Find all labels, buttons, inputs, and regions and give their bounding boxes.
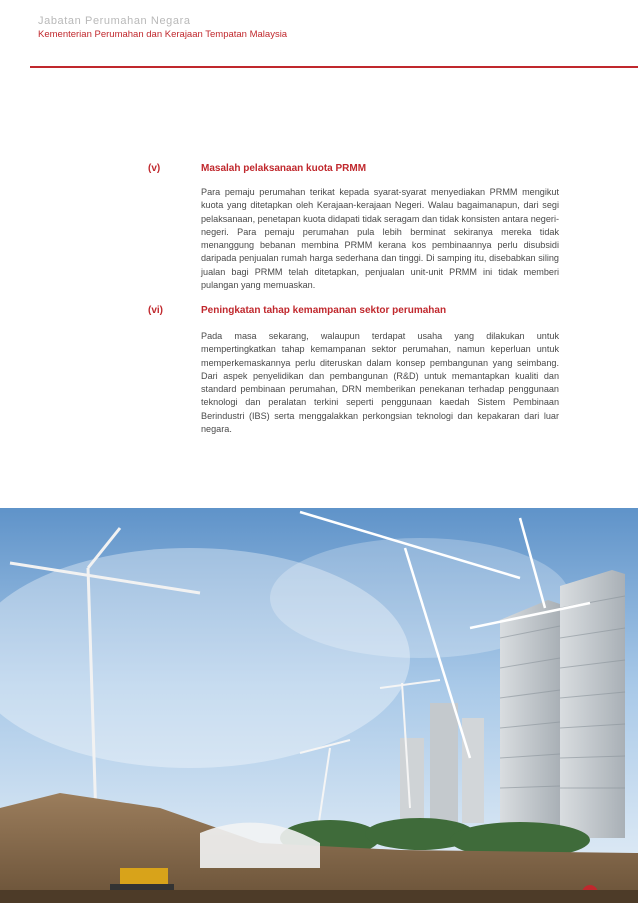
section-title: Masalah pelaksanaan kuota PRMM (201, 163, 367, 174)
construction-illustration (0, 508, 638, 903)
section-body: Pada masa sekarang, walaupun terdapat usaha yang dilakukan untuk mempertingkatkan tahap kemampanan sektor perumahan, namun keperluan untuk memperkemaskannya perlu diteruskan dalam konsep pembangunan yang seimbang. Dari aspek penyelidikan dan pembangunan (R&D) untuk memantapkan kualiti dan standard pembinaan perumahan, DRN memberikan penekanan terhadap penggunaan teknologi dan peralatan terkini seperti penggunaan kaedah Sistem Pembinaan Berindustri (IBS) serta menggalakkan perkongsian teknologi dan kepakaran dari luar negara. (201, 331, 559, 435)
page-header (38, 14, 287, 42)
ministry-name: Kementerian Perumahan dan Kerajaan Tempatan Malaysia (38, 29, 288, 40)
building (430, 703, 458, 823)
section-title: Peningkatan tahap kemampanan sektor perumahan (201, 305, 447, 316)
section-number: (vi) (148, 305, 163, 316)
building (462, 718, 484, 823)
section-body: Para pemaju perumahan terikat kepada syarat-syarat menyediakan PRMM mengikut kuota yang ditetapkan oleh Kerajaan-kerajaan Negeri. Walau bagaimanapun, dari segi pelaksanaan, penetapan kuota didapati tidak seragam dan tidak konsisten antara negeri-negeri. Para pemaju perumahan pula lebih berminat sekiranya mereka tidak menanggung bebanan membina PRMM kerana kos pembinaannya perlu disubsidi daripada penjualan rumah harga sederhana dan tinggi. Di samping itu, disebabkan siling jualan bagi PRMM telah ditetapkan, penjualan unit-unit PRMM ini tidak memberi pulangan yang memuaskan. (201, 187, 559, 291)
organization-name: Jabatan Perumahan Negara (38, 15, 191, 27)
building (400, 738, 424, 823)
section-number: (v) (148, 163, 161, 174)
construction-site-photo (0, 508, 638, 903)
crawler-crane (120, 868, 168, 884)
header-rule (30, 66, 638, 68)
